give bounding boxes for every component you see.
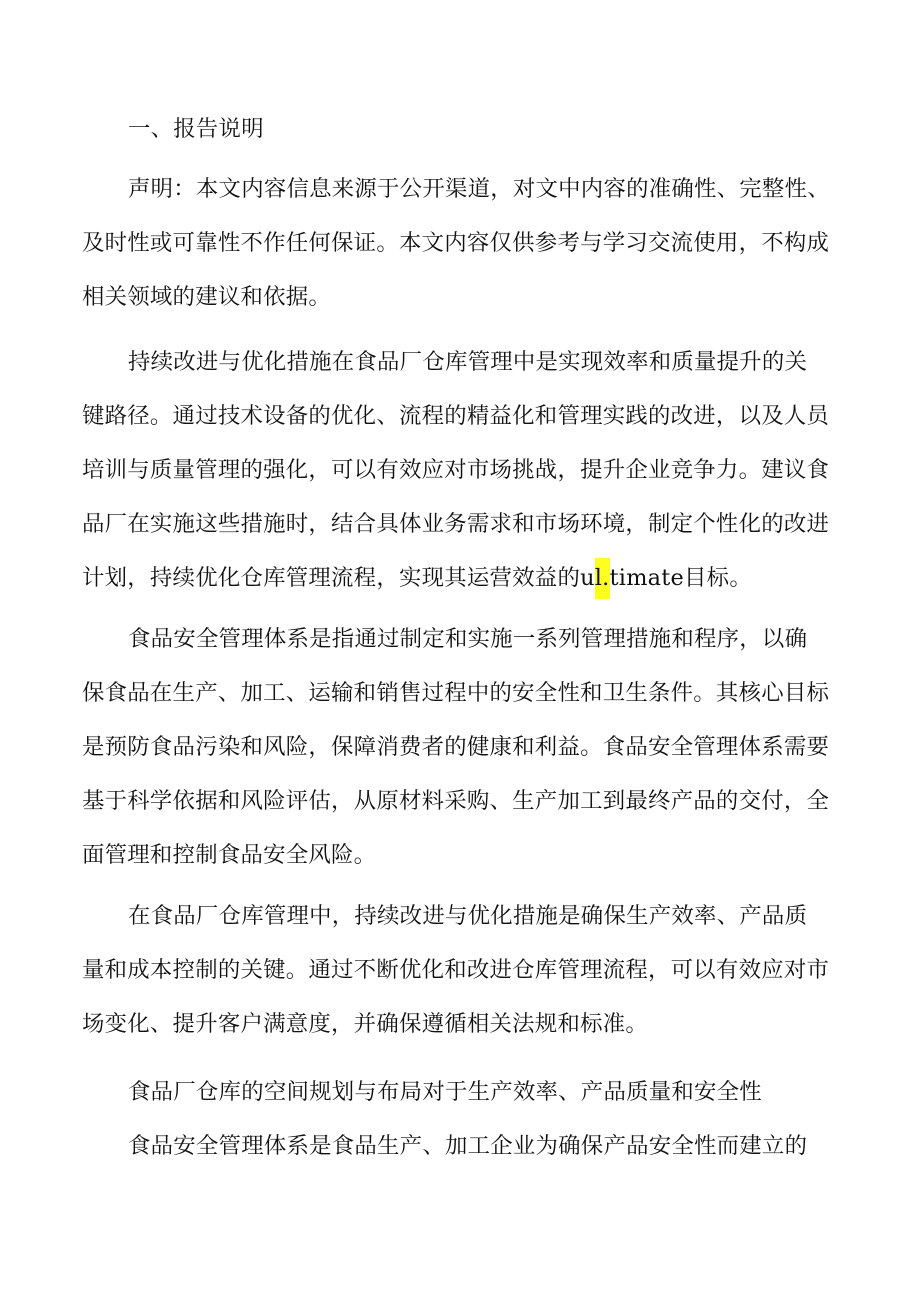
- para2-line-3: 是预防食品污染和风险，保障消费者的健康和利益。食品安全管理体系需要: [82, 734, 830, 760]
- para2-line-2: 保食品在生产、加工、运输和销售过程中的安全性和卫生条件。其核心目标: [82, 680, 830, 706]
- para1-line-2: 键路径。通过技术设备的优化、流程的精益化和管理实践的改进，以及人员: [82, 403, 830, 429]
- para1-line-5: [82, 565, 752, 591]
- para1-line-5-start: 计划，持续优化仓库管理流程，实现其运营效益的u: [82, 565, 595, 591]
- para1-line-5-end: timate目标。: [609, 565, 752, 591]
- para3-line-2: 量和成本控制的关键。通过不断优化和改进仓库管理流程，可以有效应对市: [82, 957, 830, 983]
- disclaimer-line-2: 及时性或可靠性不作任何保证。本文内容仅供参考与学习交流使用，不构成: [82, 230, 830, 256]
- paragraph-space-planning: 食品厂仓库的空间规划与布局对于生产效率、产品质量和安全性: [128, 1079, 762, 1105]
- para2-line-5: 面管理和控制食品安全风险。: [82, 842, 377, 868]
- disclaimer-line-3: 相关领域的建议和依据。: [82, 284, 332, 310]
- para2-line-1: 食品安全管理体系是指通过制定和实施一系列管理措施和程序，以确: [128, 626, 808, 652]
- paragraph-food-safety-definition: 食品安全管理体系是食品生产、加工企业为确保产品安全性而建立的: [128, 1133, 808, 1159]
- para2-line-4: 基于科学依据和风险评估，从原材料采购、生产加工到最终产品的交付，全: [82, 788, 830, 814]
- para1-line-3: 培训与质量管理的强化，可以有效应对市场挑战，提升企业竞争力。建议食: [82, 457, 830, 483]
- disclaimer-line-1: 声明：本文内容信息来源于公开渠道，对文中内容的准确性、完整性、: [128, 176, 830, 202]
- para3-line-3: 场变化、提升客户满意度，并确保遵循相关法规和标准。: [82, 1011, 649, 1037]
- highlighted-text: l.: [595, 558, 610, 599]
- para1-line-4: 品厂在实施这些措施时，结合具体业务需求和市场环境，制定个性化的改进: [82, 511, 830, 537]
- para3-line-1: 在食品厂仓库管理中，持续改进与优化措施是确保生产效率、产品质: [128, 903, 808, 929]
- section-heading: 一、报告说明: [128, 116, 264, 142]
- para1-line-1: 持续改进与优化措施在食品厂仓库管理中是实现效率和质量提升的关: [128, 349, 808, 375]
